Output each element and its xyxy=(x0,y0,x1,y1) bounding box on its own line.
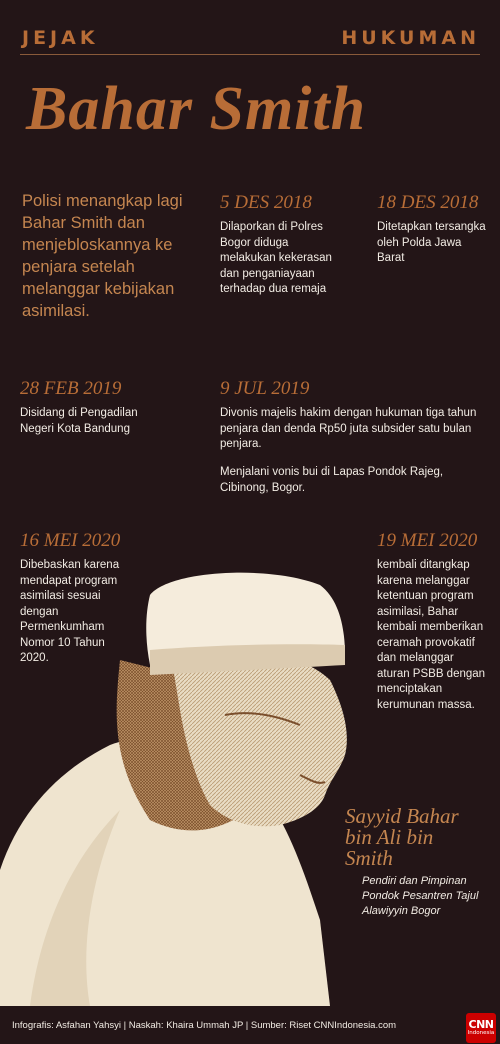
caption-role: Pendiri dan Pimpinan Pondok Pesantren Tajul Alawiyyin Bogor xyxy=(362,875,479,917)
logo-main-text: CNN xyxy=(468,1018,494,1031)
event-date: 16 MEI 2020 xyxy=(20,530,121,551)
event-date: 9 JUL 2019 xyxy=(220,378,310,399)
event-text: Divonis majelis hakim dengan hukuman tiga tahun penjara dan denda Rp50 juta subsider satu bulan penjara. xyxy=(220,407,477,450)
event-text-secondary: Menjalani vonis bui di Lapas Pondok Rajeg, Cibinong, Bogor. xyxy=(220,466,444,494)
footer-credits: Infografis: Asfahan Yahsyi | Naskah: Khaira Ummah JP | Sumber: Riset CNNIndonesia.com xyxy=(12,1020,397,1031)
cnn-indonesia-logo xyxy=(466,1013,496,1043)
event-date: 28 FEB 2019 xyxy=(20,378,122,399)
event-date: 18 DES 2018 xyxy=(377,192,479,213)
logo-sub-text: Indonesia xyxy=(467,1030,495,1036)
event-text: Disidang di Pengadilan Negeri Kota Bandung xyxy=(20,407,138,435)
event-text: Dibebaskan karena mendapat program asimilasi sesuai dengan Permenkumham Nomor 10 Tahun 2020. xyxy=(20,559,120,664)
event-date: 19 MEI 2020 xyxy=(377,530,478,551)
intro-text: Polisi menangkap lagi Bahar Smith dan menjebloskannya ke penjara setelah melanggar kebijakan asimilasi. xyxy=(22,192,183,320)
event-text: kembali ditangkap karena melanggar ketentuan program asimilasi, Bahar kembali memberikan ceramah provokatif dan melanggar aturan PSBB dengan menciptakan kerumunan massa. xyxy=(377,559,486,711)
page-title: Bahar Smith xyxy=(26,75,367,143)
header-left-word: JEJAK xyxy=(22,27,99,49)
header-right-word: HUKUMAN xyxy=(341,27,480,49)
event-text: Ditetapkan tersangka oleh Polda Jawa Barat xyxy=(377,221,486,264)
event-text: Dilaporkan di Polres Bogor diduga melakukan kekerasan dan penganiayaan terhadap dua remaja xyxy=(220,221,332,295)
header-divider xyxy=(20,54,480,55)
caption-name: Sayyid Bahar bin Ali bin Smith xyxy=(345,804,459,870)
event-date: 5 DES 2018 xyxy=(220,192,312,213)
